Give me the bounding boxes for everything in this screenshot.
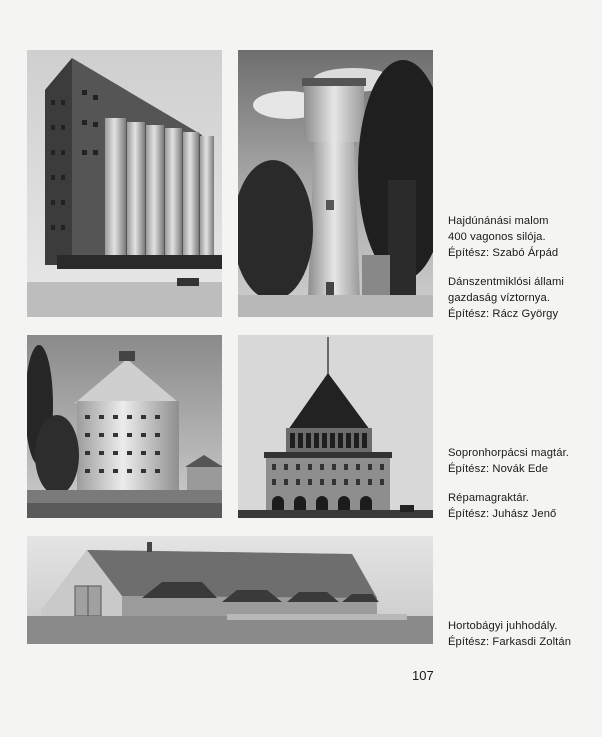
caption-granary-line1: Sopronhorpácsi magtár. [448,447,569,459]
caption-seed-warehouse-line1: Répamagraktár. [448,492,529,504]
page-number: 107 [412,668,434,683]
caption-sheep-barn [448,618,571,650]
caption-silo-line2: 400 vagonos silója. [448,231,546,243]
caption-granary-architect: Építész: Novák Ede [448,463,549,475]
caption-silo [448,213,558,261]
caption-water-tower-line1: Dánszentmiklósi állami [448,276,564,288]
caption-water-tower-line2: gazdaság víztornya. [448,292,551,304]
caption-water-tower [448,274,564,322]
caption-seed-warehouse [448,490,556,522]
photo-sheep-barn [27,536,433,644]
photo-seed-warehouse [238,335,433,518]
caption-sheep-barn-line1: Hortobágyi juhhodály. [448,620,558,632]
caption-granary [448,445,569,477]
caption-water-tower-architect: Építész: Rácz György [448,308,559,320]
caption-sheep-barn-architect: Építész: Farkasdi Zoltán [448,636,572,648]
photo-water-tower [238,50,433,317]
photo-silo [27,50,222,317]
caption-silo-line1: Hajdúnánási malom [448,215,549,227]
photo-granary [27,335,222,518]
caption-silo-architect: Építész: Szabó Árpád [448,247,559,259]
caption-seed-warehouse-architect: Építész: Juhász Jenő [448,508,557,520]
